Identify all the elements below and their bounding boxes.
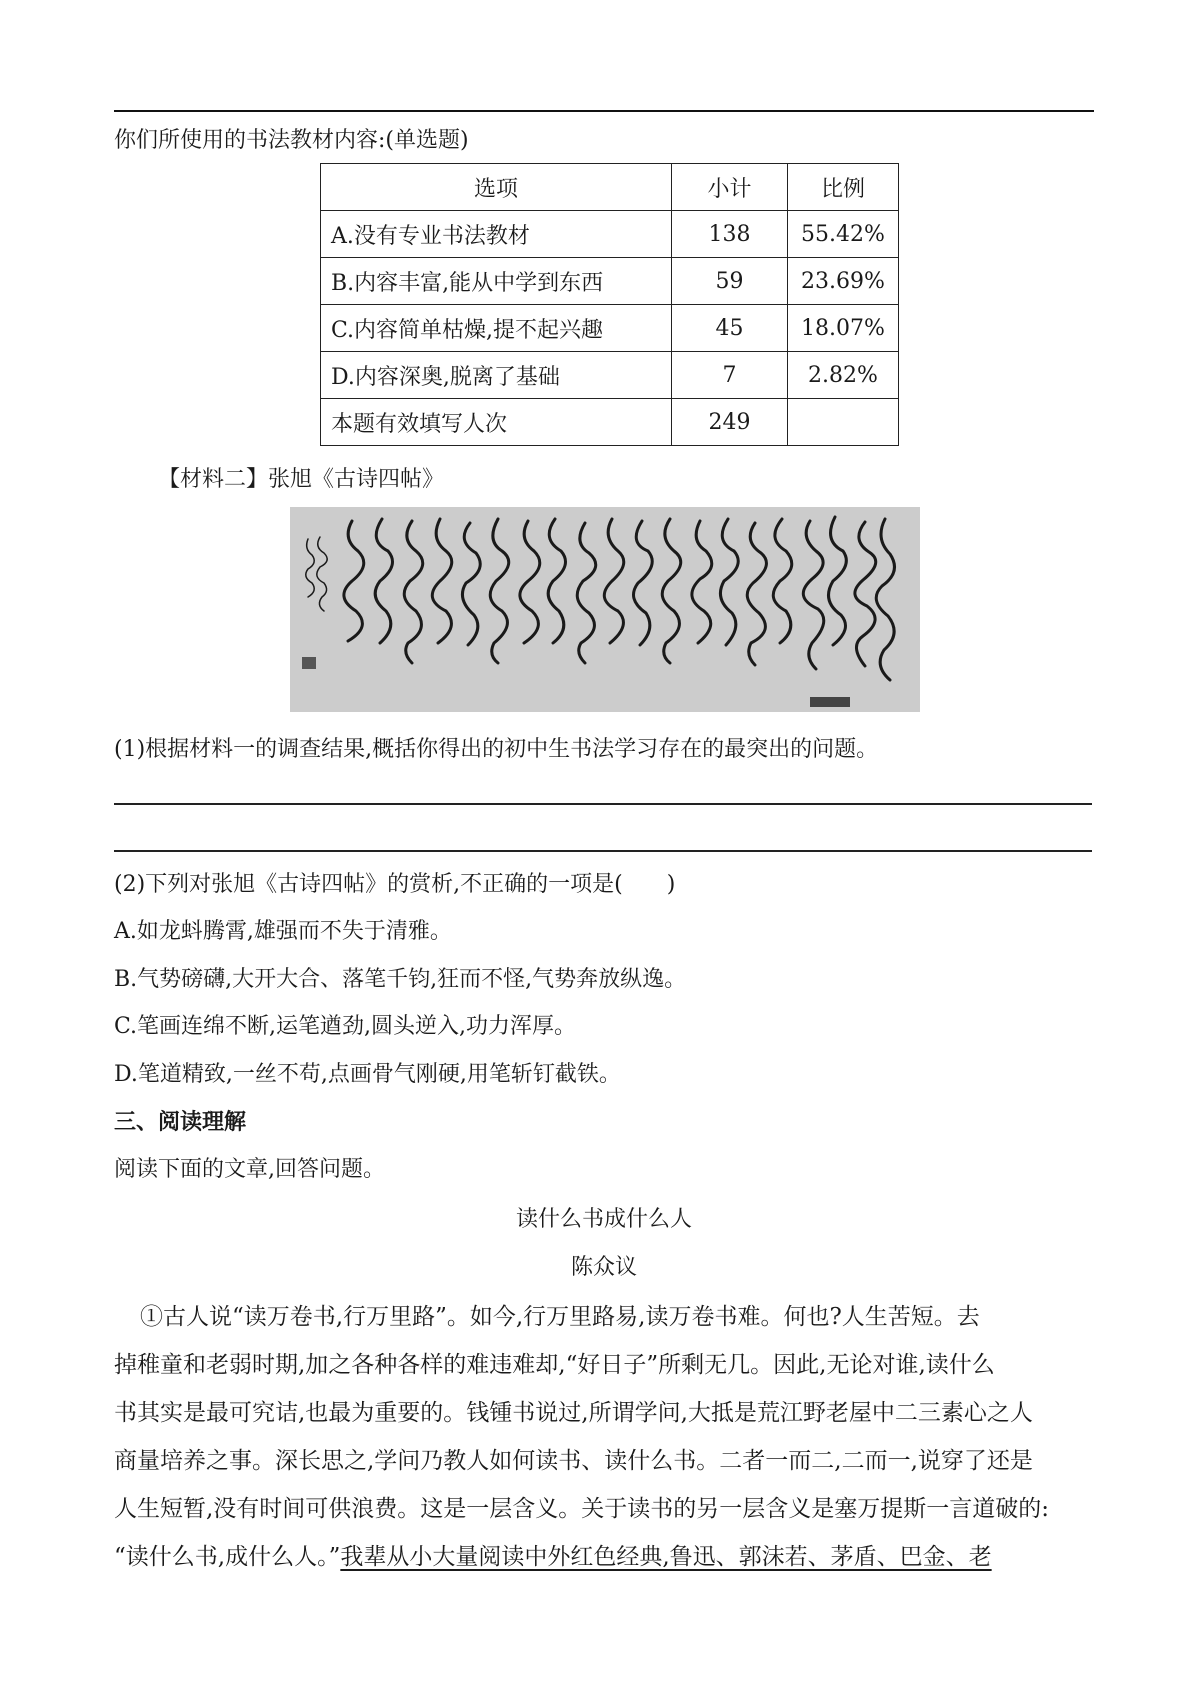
option-c: C.笔画连绵不断,运笔遒劲,圆头逆入,功力浑厚。 (114, 1014, 577, 1039)
total-label: 本题有效填写人次 (321, 399, 672, 446)
row-count: 45 (672, 305, 788, 352)
paragraph-line: 人生短暂,没有时间可供浪费。这是一层含义。关于读书的另一层含义是塞万提斯一言道破的: (114, 1496, 1050, 1522)
calligraphy-strokes (290, 507, 920, 712)
row-count: 7 (672, 352, 788, 399)
option-b: B.气势磅礴,大开大合、落笔千钧,狂而不怪,气势奔放纵逸。 (114, 967, 687, 992)
table-row (321, 305, 899, 352)
paragraph-line: ①古人说“读万卷书,行万里路”。如今,行万里路易,读万卷书难。何也?人生苦短。去 (140, 1304, 980, 1330)
quote-text: “读什么书,成什么人。” (114, 1544, 341, 1570)
survey-table (320, 163, 899, 446)
total-ratio-empty (788, 399, 899, 446)
option-d: D.笔道精致,一丝不苟,点画骨气刚硬,用笔斩钉截铁。 (114, 1062, 621, 1087)
row-count: 138 (672, 211, 788, 258)
row-option: C.内容简单枯燥,提不起兴趣 (321, 305, 672, 352)
row-ratio: 18.07% (788, 305, 899, 352)
reading-instruction: 阅读下面的文章,回答问题。 (114, 1157, 385, 1182)
table-header-ratio: 比例 (788, 164, 899, 211)
material2-title: 【材料二】张旭《古诗四帖》 (158, 467, 445, 492)
article-author: 陈众议 (570, 1255, 637, 1280)
table-row (321, 211, 899, 258)
row-option: D.内容深奥,脱离了基础 (321, 352, 672, 399)
top-rule (114, 110, 1094, 112)
row-ratio: 23.69% (788, 258, 899, 305)
paragraph-last-line (114, 1533, 1095, 1581)
table-row (321, 258, 899, 305)
paragraph-line: 书其实是最可究诘,也最为重要的。钱锺书说过,所谓学问,大抵是荒江野老屋中二三素心之人 (114, 1400, 1033, 1426)
section-heading: 三、阅读理解 (114, 1110, 247, 1135)
row-count: 59 (672, 258, 788, 305)
answer-line-2[interactable] (114, 850, 1092, 852)
survey-question: 你们所使用的书法教材内容:(单选题) (114, 128, 469, 153)
table-header-count: 小计 (672, 164, 788, 211)
table-total-row (321, 399, 899, 446)
calligraphy-image (290, 507, 920, 712)
underlined-sentence: 我辈从小大量阅读中外红色经典,鲁迅、郭沫若、茅盾、巴金、老 (340, 1544, 992, 1570)
row-option: A.没有专业书法教材 (321, 211, 672, 258)
table-row (321, 352, 899, 399)
question-2: (2)下列对张旭《古诗四帖》的赏析,不正确的一项是( ) (114, 872, 676, 897)
article-title: 读什么书成什么人 (515, 1207, 692, 1232)
total-count: 249 (672, 399, 788, 446)
article-paragraph-1 (114, 1293, 1095, 1581)
question-1: (1)根据材料一的调查结果,概括你得出的初中生书法学习存在的最突出的问题。 (114, 737, 879, 762)
row-ratio: 2.82% (788, 352, 899, 399)
table-header-row (321, 164, 899, 211)
table-header-option: 选项 (321, 164, 672, 211)
answer-line-1[interactable] (114, 803, 1092, 805)
paragraph-line: 掉稚童和老弱时期,加之各种各样的难违难却,“好日子”所剩无几。因此,无论对谁,读什么 (114, 1352, 995, 1378)
row-ratio: 55.42% (788, 211, 899, 258)
paragraph-line: 商量培养之事。深长思之,学问乃教人如何读书、读什么书。二者一而二,二而一,说穿了还是 (114, 1448, 1033, 1474)
row-option: B.内容丰富,能从中学到东西 (321, 258, 672, 305)
option-a: A.如龙蚪腾霄,雄强而不失于清雅。 (114, 919, 452, 944)
